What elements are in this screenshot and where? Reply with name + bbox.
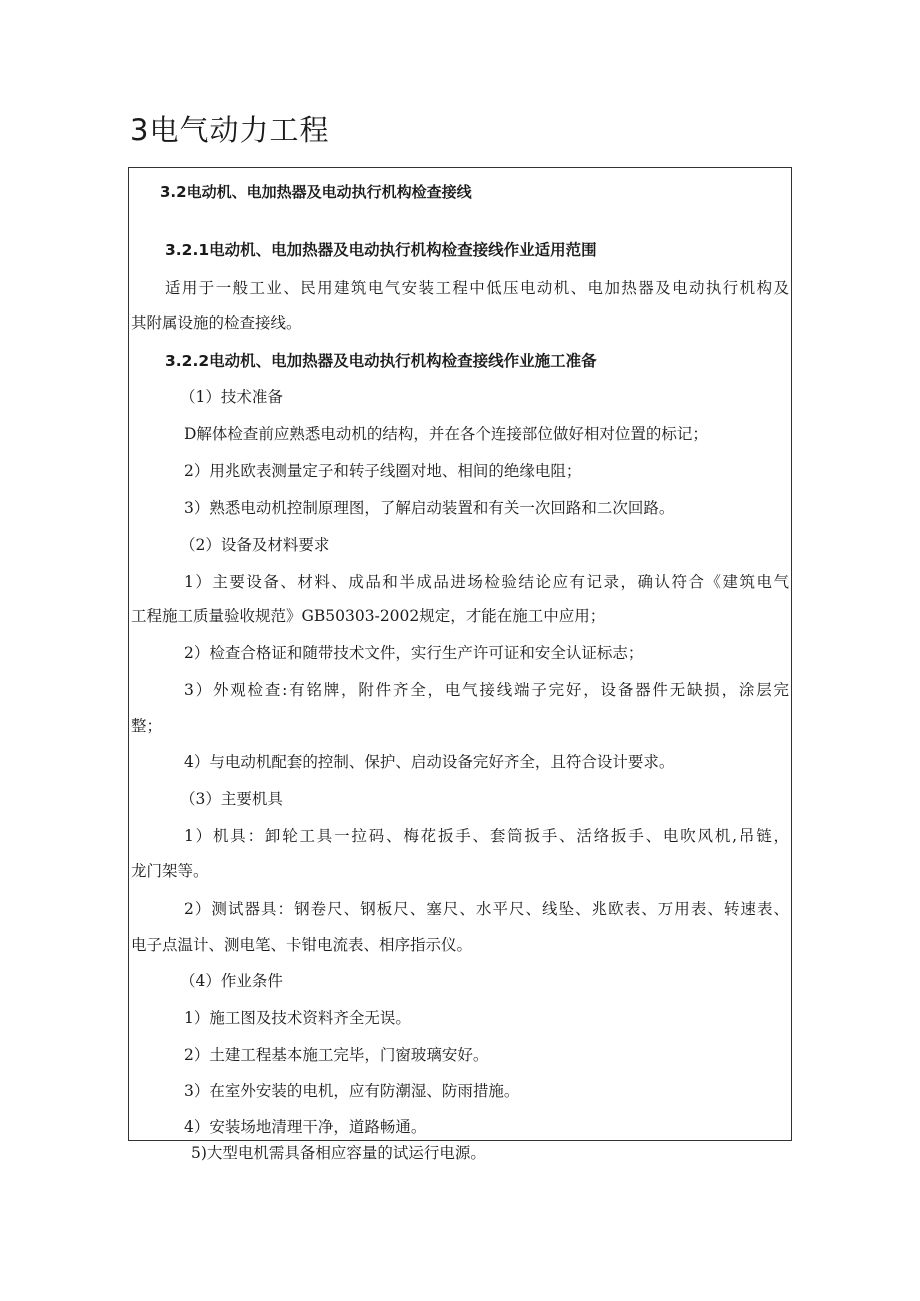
list-heading: （4）作业条件 (180, 972, 283, 990)
list-item: 1）施工图及技术资料齐全无误。 (184, 1009, 411, 1027)
subsection-heading-3-2-1: 3.2.1电动机、电加热器及电动执行机构检查接线作业适用范围 (165, 241, 597, 259)
list-item-continuation: 电子点温计、测电笔、卡钳电流表、相序指示仪。 (131, 936, 473, 954)
list-item: 4）安装场地清理干净，道路畅通。 (184, 1118, 427, 1136)
list-item: 5)大型电机需具备相应容量的试运行电源。 (191, 1144, 486, 1162)
list-item: 2）检查合格证和随带技术文件，实行生产许可证和安全认证标志； (184, 644, 644, 662)
list-item: 3）熟悉电动机控制原理图，了解启动装置和有关一次回路和二次回路。 (184, 499, 675, 517)
paragraph-line: 适用于一般工业、民用建筑电气安装工程中低压电动机、电加热器及电动执行机构及 (165, 279, 789, 297)
list-item: 2）测试器具：钢卷尺、钢板尺、塞尺、水平尺、线坠、兆欧表、万用表、转速表、 (184, 900, 789, 918)
list-item: 1）机具：卸轮工具一拉码、梅花扳手、套筒扳手、活络扳手、电吹风机,吊链， (184, 827, 789, 845)
list-item-continuation: 整； (131, 717, 163, 735)
list-item: 3）外观检查:有铭牌，附件齐全，电气接线端子完好，设备器件无缺损，涂层完 (184, 681, 789, 699)
list-item: 3）在室外安装的电机，应有防潮湿、防雨措施。 (184, 1082, 520, 1100)
list-item-continuation: 龙门架等。 (131, 862, 209, 880)
section-heading-3-2: 3.2电动机、电加热器及电动执行机构检查接线 (160, 183, 472, 201)
list-heading: （1）技术准备 (180, 388, 283, 406)
list-item: 4）与电动机配套的控制、保护、启动设备完好齐全，且符合设计要求。 (184, 753, 675, 771)
list-item-continuation: 工程施工质量验收规范》GB50303-2002规定，才能在施工中应用； (131, 607, 606, 625)
paragraph-line: 其附属设施的检查接线。 (131, 314, 302, 332)
list-heading: （3）主要机具 (180, 790, 283, 808)
list-item: 2）用兆欧表测量定子和转子线圈对地、相间的绝缘电阻； (184, 462, 582, 480)
list-item: D解体检查前应熟悉电动机的结构，并在各个连接部位做好相对位置的标记； (184, 425, 708, 443)
list-heading: （2）设备及材料要求 (180, 536, 330, 554)
list-item: 1）主要设备、材料、成品和半成品进场检验结论应有记录，确认符合《建筑电气 (184, 573, 789, 591)
list-item: 2）土建工程基本施工完毕，门窗玻璃安好。 (184, 1046, 489, 1064)
page-title: 3电气动力工程 (130, 113, 330, 147)
subsection-heading-3-2-2: 3.2.2电动机、电加热器及电动执行机构检查接线作业施工准备 (165, 352, 597, 370)
